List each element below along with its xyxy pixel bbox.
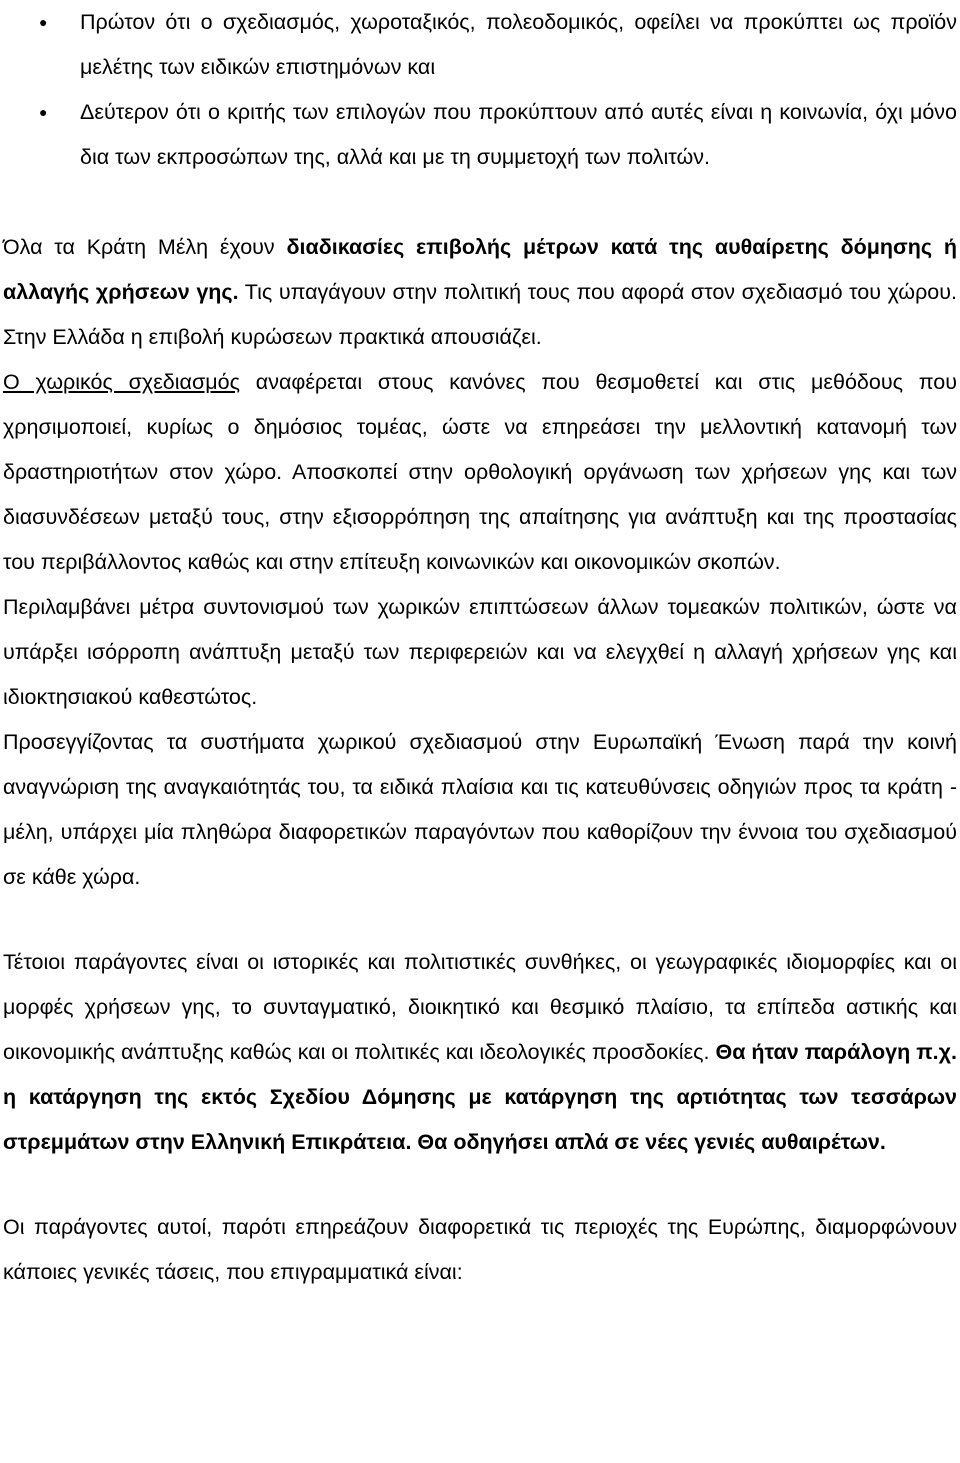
paragraph-factors [3,940,957,1165]
paragraph-spatial-planning [3,360,957,585]
paragraph-spatial-planning-rest: αναφέρεται στους κανόνες που θεσμοθετεί και στις μεθόδους που χρησιμοποιεί, κυρίως ο δημόσιος τομέας, ώστε να επηρεάσει την μελλοντική κατανομή των δραστηριοτήτων στον χώρο. Αποσκοπεί στην ορθολογική οργάνωση των χρήσεων γης και των διασυνδέσεων μεταξύ τους, στην εξισορρόπηση της απαίτησης για ανάπτυξη και της προστασίας του περιβάλλοντος καθώς και στην επίτευξη κοινωνικών και οικονομικών σκοπών. [3,370,957,574]
paragraph-spatial-planning-term: Ο χωρικός σχεδιασμός [3,370,240,394]
paragraph-coordination: Περιλαμβάνει μέτρα συντονισμού των χωρικών επιπτώσεων άλλων τομεακών πολιτικών, ώστε να υπάρξει ισόρροπη ανάπτυξη μεταξύ των περιφερειών και να ελεγχθεί η αλλαγή χρήσεων γης και ιδιοκτησιακού καθεστώτος. [3,595,957,709]
paragraph-enforcement-intro: Όλα τα Κράτη Μέλη έχουν [3,235,287,259]
bullet-list [3,0,957,180]
paragraph-trends: Οι παράγοντες αυτοί, παρότι επηρεάζουν διαφορετικά τις περιοχές της Ευρώπης, διαμορφώνουν κάποιες γενικές τάσεις, που επιγραμματικά είναι: [3,1215,957,1284]
bullet-text-second: Δεύτερον ότι ο κριτής των επιλογών που προκύπτουν από αυτές είναι η κοινωνία, όχι μόνο δια των εκπροσώπων της, αλλά και με τη συμμετοχή των πολιτών. [80,100,957,169]
paragraph-enforcement-bold: διαδικασίες επιβολής μέτρων κατά της αυθαίρετης δόμησης ή αλλαγής χρήσεων γης. [3,235,957,304]
paragraph-eu-systems: Προσεγγίζοντας τα συστήματα χωρικού σχεδιασμού στην Ευρωπαϊκή Ένωση παρά την κοινή αναγνώριση της αναγκαιότητάς του, τα ειδικά πλαίσια και τις κατευθύνσεις οδηγιών προς τα κράτη - μέλη, υπάρχει μία πληθώρα διαφορετικών παραγόντων που καθορίζουν την έννοια του σχεδιασμού σε κάθε χώρα. [3,730,957,889]
bullet-icon: ● [39,104,48,120]
paragraph-enforcement [3,225,957,360]
document-page [3,0,957,1295]
paragraph-factors-bold: Θα ήταν παράλογη π.χ. η κατάργηση της εκτός Σχεδίου Δόμησης με κατάργηση της αρτιότητας των τεσσάρων στρεμμάτων στην Ελληνική Επικράτεια. Θα οδηγήσει απλά σε νέες γενιές αυθαιρέτων. [3,1040,957,1154]
bullet-icon: ● [39,14,48,30]
paragraph-enforcement-rest: Τις υπαγάγουν στην πολιτική τους που αφορά στον σχεδιασμό του χώρου. Στην Ελλάδα η επιβολή κυρώσεων πρακτικά απουσιάζει. [3,280,958,349]
bullet-item-first [3,0,957,90]
bullet-text-first: Πρώτον ότι ο σχεδιασμός, χωροταξικός, πολεοδομικός, οφείλει να προκύπτει ως προϊόν μελέτης των ειδικών επιστημόνων και [80,10,957,79]
paragraph-factors-intro: Τέτοιοι παράγοντες είναι οι ιστορικές και πολιτιστικές συνθήκες, οι γεωγραφικές ιδιομορφίες και οι μορφές χρήσεων γης, το συνταγματικό, διοικητικό και θεσμικό πλαίσιο, τα επίπεδα αστικής και οικονομικής ανάπτυξης καθώς και οι πολιτικές και ιδεολογικές προσδοκίες. [3,950,957,1064]
bullet-item-second [3,90,957,180]
